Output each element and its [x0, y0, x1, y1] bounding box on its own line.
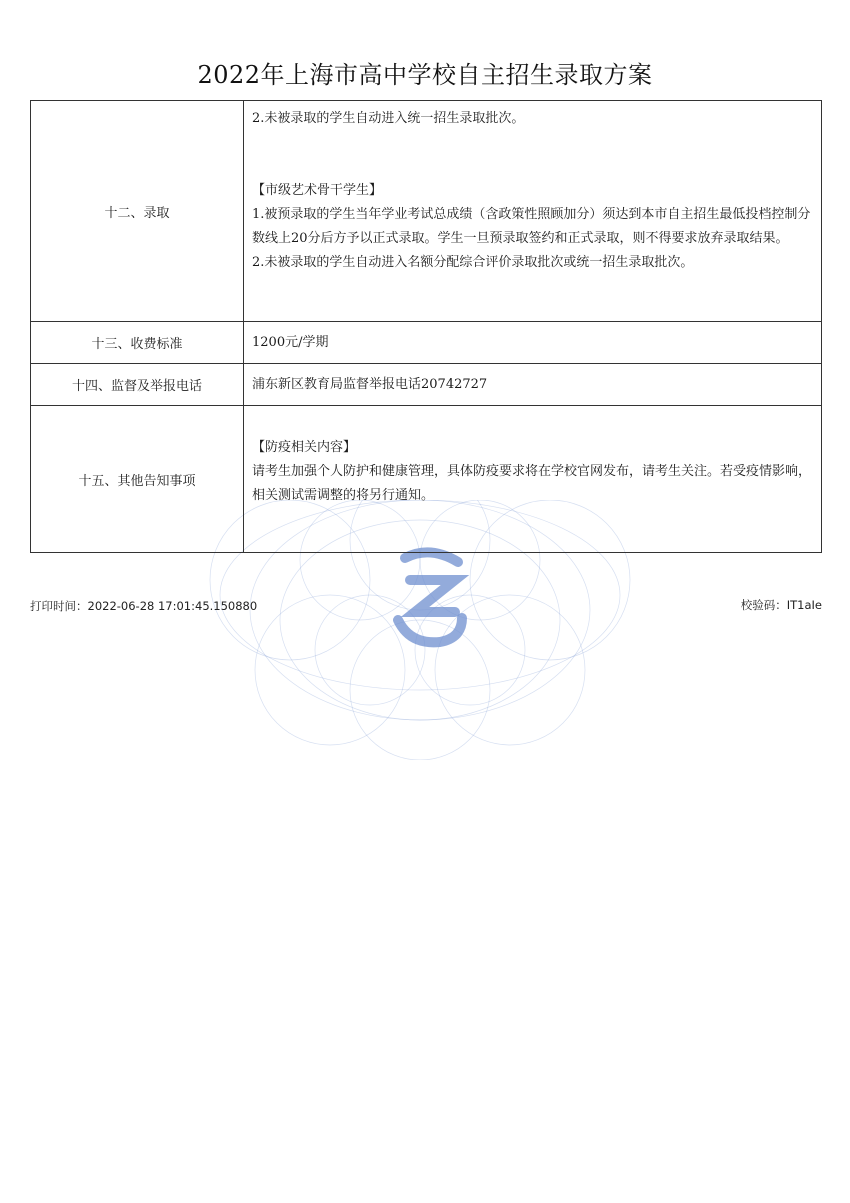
other-paragraph: 请考生加强个人防护和健康管理，具体防疫要求将在学校官网发布，请考生关注。若受疫情影响，相关测试需调整的将另行通知。 — [252, 464, 812, 503]
table-row — [31, 101, 822, 322]
admission-paragraph: 2.未被录取的学生自动进入名额分配综合评价录取批次或统一招生录取批次。 — [252, 255, 694, 270]
admission-paragraph: 1.被预录取的学生当年学业考试总成绩（含政策性照顾加分）须达到本市自主招生最低投档控制分数线上20分后方予以正式录取。学生一旦预录取签约和正式录取，则不得要求放弃录取结果。 — [252, 207, 811, 246]
other-section-heading: 【防疫相关内容】 — [252, 440, 357, 455]
row-label-other: 十五、其他告知事项 — [31, 406, 244, 553]
row-label-phone: 十四、监督及举报电话 — [31, 364, 244, 406]
table-row — [31, 364, 822, 406]
row-content-other — [244, 406, 822, 553]
admission-plan-table — [30, 100, 822, 553]
admission-section-heading: 【市级艺术骨干学生】 — [252, 183, 383, 198]
phone-value: 浦东新区教育局监督举报电话20742727 — [244, 364, 822, 406]
admission-paragraph: 2.未被录取的学生自动进入统一招生录取批次。 — [252, 111, 525, 126]
print-time: 打印时间：2022-06-28 17:01:45.150880 — [30, 599, 258, 613]
row-label-fee: 十三、收费标准 — [31, 322, 244, 364]
table-row — [31, 322, 822, 364]
document-title: 2022年上海市高中学校自主招生录取方案 — [197, 61, 653, 89]
fee-value: 1200元/学期 — [244, 322, 822, 364]
table-row — [31, 406, 822, 553]
row-label-admission: 十二、录取 — [31, 101, 244, 322]
row-content-admission — [244, 101, 822, 322]
checksum: 校验码：IT1aIe — [740, 598, 822, 612]
